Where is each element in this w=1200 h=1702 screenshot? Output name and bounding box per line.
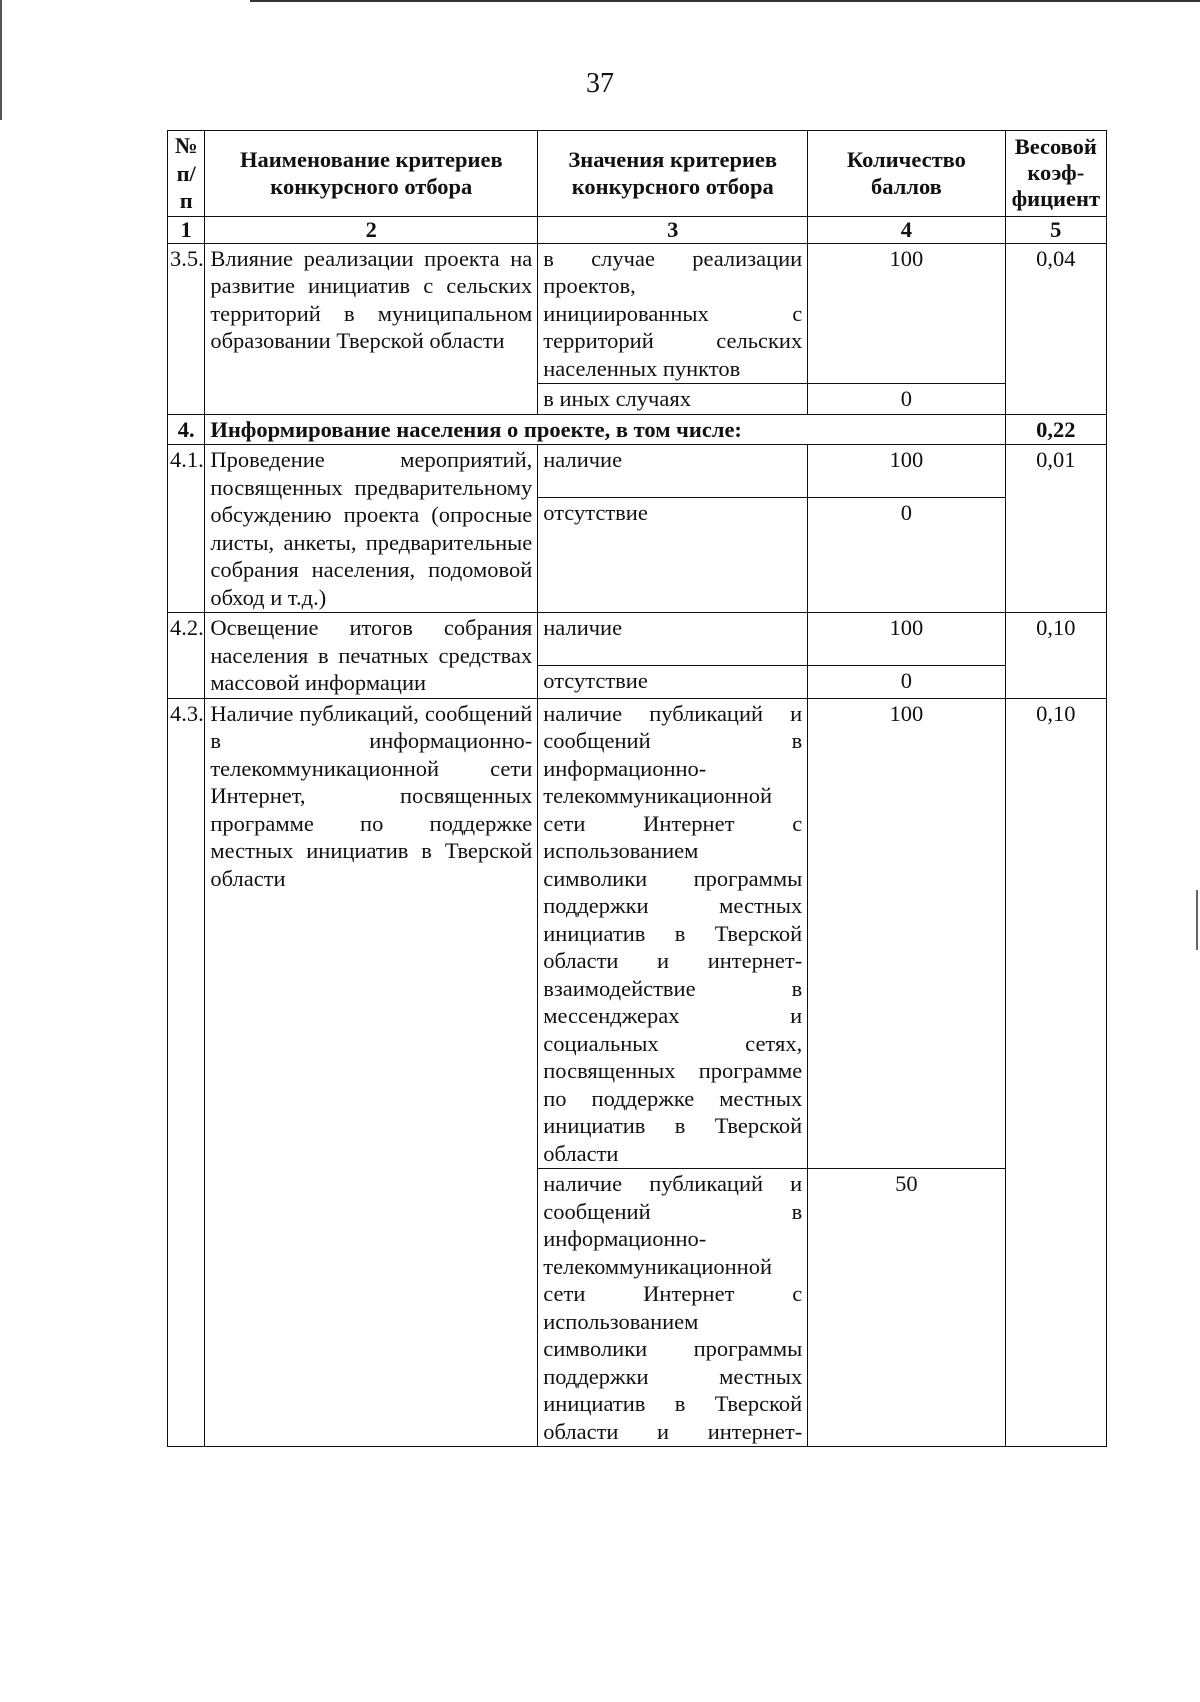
header-name: Наименование критериев конкурсного отбора bbox=[205, 131, 538, 217]
row-num: 4.3. bbox=[168, 698, 205, 1447]
criterion-value: отсутствие bbox=[538, 498, 808, 613]
criterion-name: Наличие публикаций, сообщений в информационно-телекоммуникационной сети Интернет, посвященных программе по поддержке местных инициатив в Тверской области bbox=[205, 698, 538, 1447]
criterion-name: Влияние реализации проекта на развитие инициатив с сельских территорий в муниципальном образовании Тверской области bbox=[205, 243, 538, 414]
page-number: 37 bbox=[586, 68, 614, 99]
column-number: 1 bbox=[168, 216, 205, 243]
criterion-weight: 0,01 bbox=[1005, 445, 1106, 613]
section-num: 4. bbox=[168, 414, 205, 445]
scan-edge-top bbox=[250, 0, 1200, 2]
row-num: 4.1. bbox=[168, 445, 205, 613]
criterion-weight: 0,10 bbox=[1005, 698, 1106, 1447]
criterion-value: наличие bbox=[538, 613, 808, 666]
header-weight: Весовой коэф-фициент bbox=[1005, 131, 1106, 217]
criterion-weight: 0,10 bbox=[1005, 613, 1106, 699]
criterion-value: наличие bbox=[538, 445, 808, 498]
criterion-points: 100 bbox=[808, 445, 1005, 498]
criterion-value: наличие публикаций и сообщений в информационно-телекоммуникационной сети Интернет с использованием символики программы поддержки местных инициатив в Тверской области и интернет-взаимодействие в мессенджерах и социальных сетях, посвященных программе по поддержке местных инициатив в Тверской области bbox=[538, 698, 808, 1169]
table-row-3-5 bbox=[168, 243, 1107, 384]
table-row-4-1 bbox=[168, 445, 1107, 498]
criterion-value: наличие публикаций и сообщений в информационно-телекоммуникационной сети Интернет с использованием символики программы поддержки местных инициатив в Тверской области и интернет- bbox=[538, 1169, 808, 1447]
table-row-4-2 bbox=[168, 613, 1107, 666]
column-numbers-row bbox=[168, 216, 1107, 243]
section-weight: 0,22 bbox=[1005, 414, 1106, 445]
criterion-points: 0 bbox=[808, 384, 1005, 415]
column-number: 4 bbox=[808, 216, 1005, 243]
column-number: 2 bbox=[205, 216, 538, 243]
criterion-points: 0 bbox=[808, 498, 1005, 613]
header-row bbox=[168, 131, 1107, 217]
column-number: 3 bbox=[538, 216, 808, 243]
header-points: Количество баллов bbox=[808, 131, 1005, 217]
criterion-value: в случае реализации проектов, инициированных с территорий сельских населенных пунктов bbox=[538, 243, 808, 384]
table-row-4-3 bbox=[168, 698, 1107, 1169]
criterion-points: 100 bbox=[808, 698, 1005, 1169]
criterion-value: отсутствие bbox=[538, 666, 808, 699]
section-title: Информирование населения о проекте, в том числе: bbox=[205, 414, 1005, 445]
criteria-table bbox=[167, 130, 1107, 1447]
criterion-points: 100 bbox=[808, 243, 1005, 384]
criterion-points: 100 bbox=[808, 613, 1005, 666]
header-values: Значения критериев конкурсного отбора bbox=[538, 131, 808, 217]
section-row-4 bbox=[168, 414, 1107, 445]
row-num: 4.2. bbox=[168, 613, 205, 699]
criterion-points: 50 bbox=[808, 1169, 1005, 1447]
header-num: № п/п bbox=[168, 131, 205, 217]
criterion-points: 0 bbox=[808, 666, 1005, 699]
criterion-weight: 0,04 bbox=[1005, 243, 1106, 414]
criterion-name: Проведение мероприятий, посвященных предварительному обсуждению проекта (опросные листы, анкеты, предварительные собрания населения, подомовой обход и т.д.) bbox=[205, 445, 538, 613]
criterion-name: Освещение итогов собрания населения в печатных средствах массовой информации bbox=[205, 613, 538, 699]
criterion-value: в иных случаях bbox=[538, 384, 808, 415]
column-number: 5 bbox=[1005, 216, 1106, 243]
scan-mark-right bbox=[1196, 890, 1198, 950]
scan-edge-left bbox=[0, 0, 2, 120]
row-num: 3.5. bbox=[168, 243, 205, 414]
